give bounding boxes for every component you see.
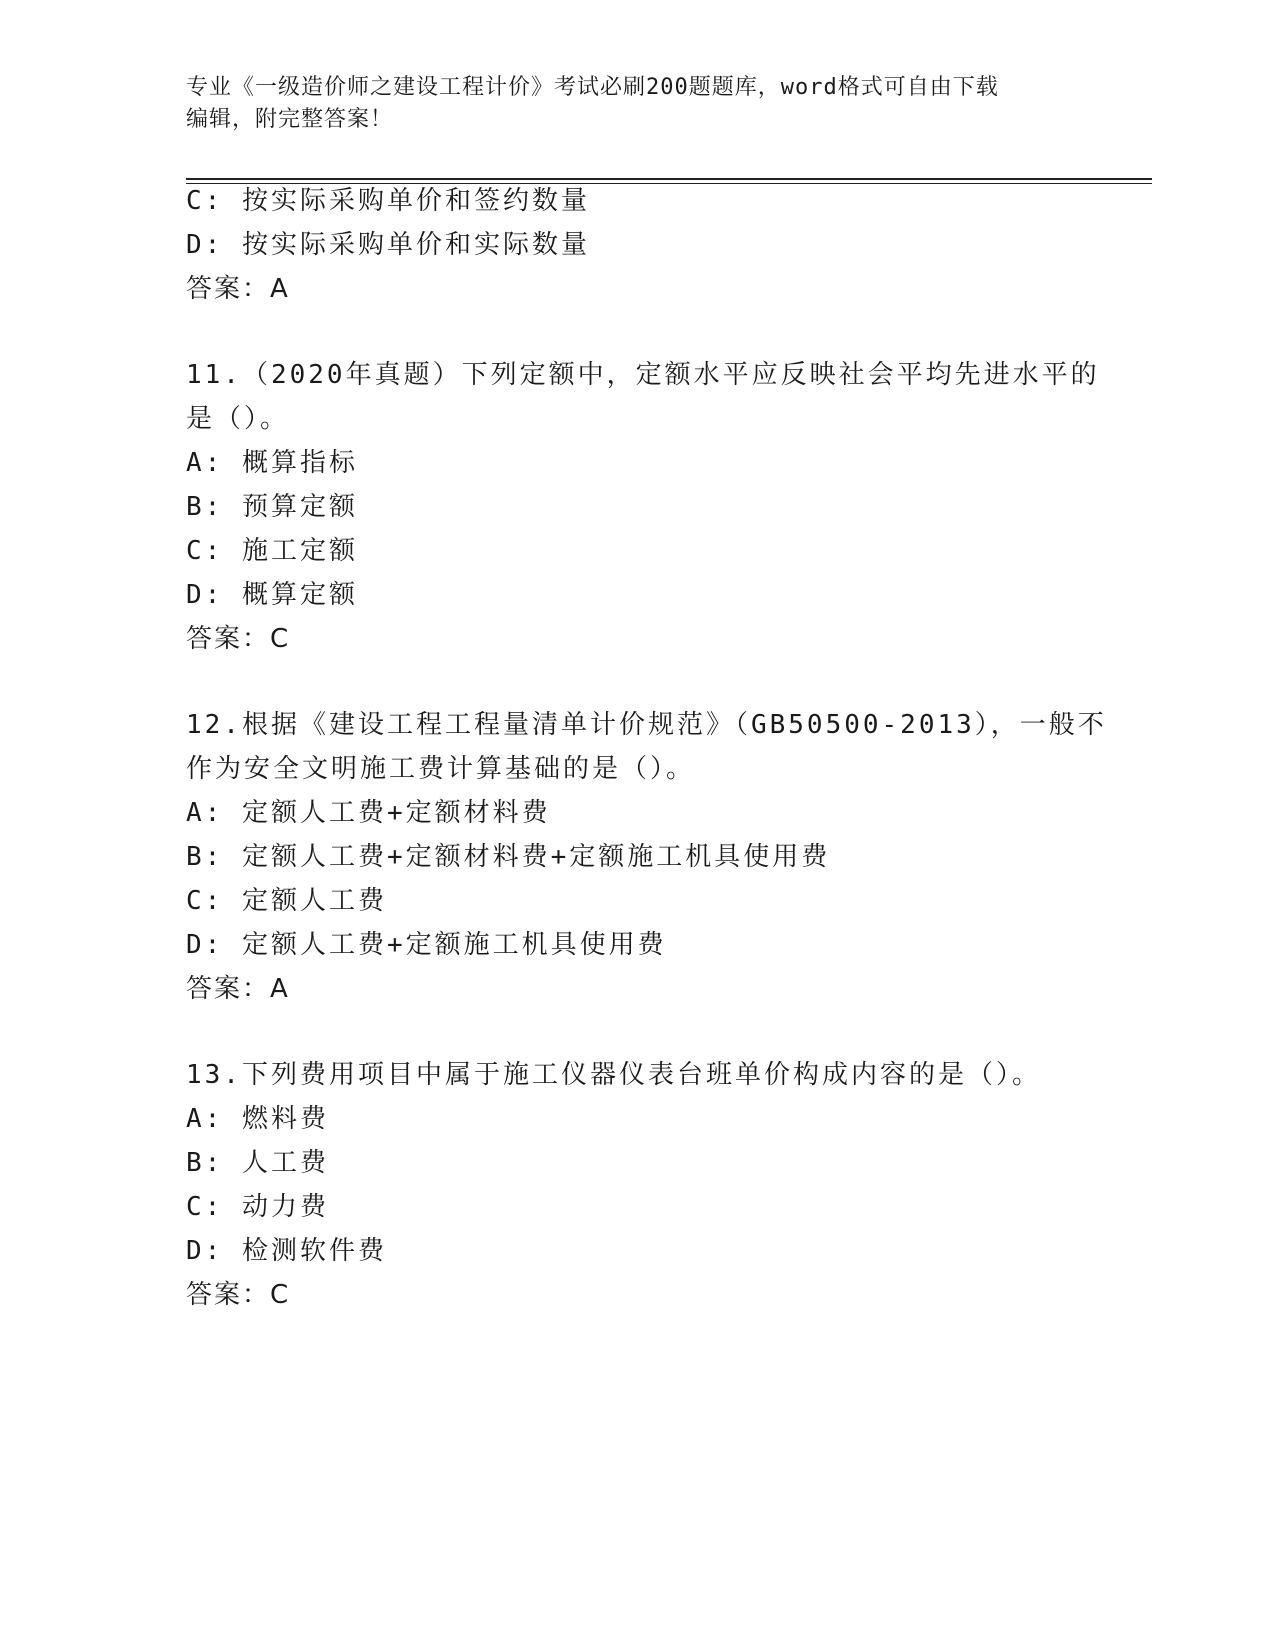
prev-option-c: C: 按实际采购单价和签约数量: [186, 186, 590, 216]
header-divider: [186, 178, 1152, 180]
q11-option-b: B: 预算定额: [186, 492, 358, 522]
q12-stem-line-1: 12.根据《建设工程工程量清单计价规范》（GB50500-2013），一般不: [186, 710, 1107, 740]
q12-option-a: A: 定额人工费+定额材料费: [186, 798, 551, 828]
q11-stem-line-1: 11.（2020年真题）下列定额中，定额水平应反映社会平均先进水平的: [186, 360, 1100, 390]
prev-option-d: D: 按实际采购单价和实际数量: [186, 230, 590, 260]
q11-option-c: C: 施工定额: [186, 536, 358, 566]
document-header: [186, 72, 1066, 136]
q13-answer: 答案：C: [186, 1280, 291, 1310]
q13-option-b: B: 人工费: [186, 1148, 329, 1178]
q11-stem-line-2: 是（）。: [186, 404, 290, 434]
q13-option-a: A: 燃料费: [186, 1104, 329, 1134]
q12-stem-line-2: 作为安全文明施工费计算基础的是（）。: [186, 754, 696, 784]
prev-answer: 答案：A: [186, 274, 290, 304]
q13-stem-line-1: 13.下列费用项目中属于施工仪器仪表台班单价构成内容的是（）。: [186, 1060, 1041, 1090]
header-line-2: 编辑，附完整答案！: [186, 107, 394, 132]
q11-option-d: D: 概算定额: [186, 580, 358, 610]
q12-option-c: C: 定额人工费: [186, 886, 387, 916]
q11-option-a: A: 概算指标: [186, 448, 358, 478]
q11-answer: 答案：C: [186, 624, 291, 654]
q12-option-d: D: 定额人工费+定额施工机具使用费: [186, 930, 667, 960]
q12-option-b: B: 定额人工费+定额材料费+定额施工机具使用费: [186, 842, 831, 872]
q12-answer: 答案：A: [186, 974, 290, 1004]
header-line-1: 专业《一级造价师之建设工程计价》考试必刷200题题库，word格式可自由下载: [186, 75, 999, 100]
q13-option-d: D: 检测软件费: [186, 1236, 387, 1266]
q13-option-c: C: 动力费: [186, 1192, 329, 1222]
